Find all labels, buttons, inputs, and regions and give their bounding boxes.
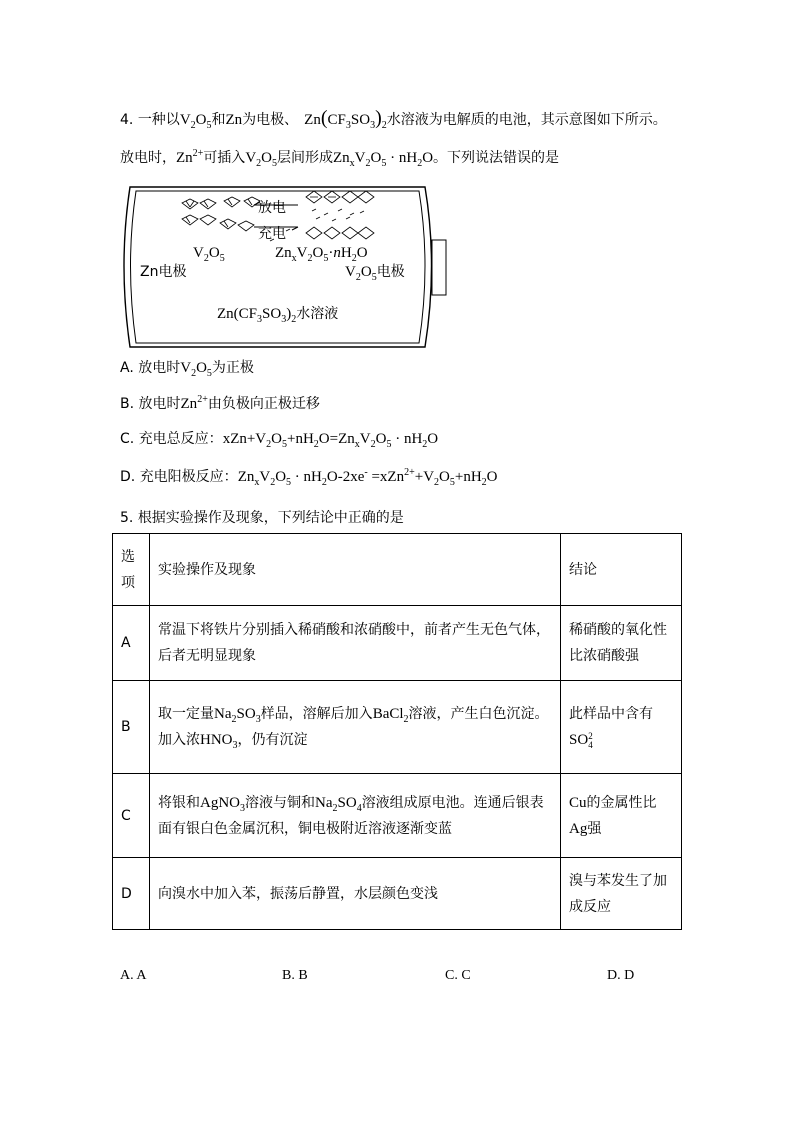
q5-answer-b[interactable]: B. B (282, 968, 308, 983)
q5-answer-c[interactable]: C. C (445, 968, 471, 983)
electrolyte-label: $Zn(CF_3SO_3)_2$水溶液 (217, 306, 339, 325)
row-option: B (113, 681, 150, 774)
charge-label: 充电 (258, 226, 286, 242)
battery-diagram (120, 185, 450, 350)
q4-stem-text: 为电极、 (242, 112, 299, 128)
q4-stem-text: 层间形成 (277, 150, 333, 166)
header-operation: 实验操作及现象 (150, 534, 561, 606)
q4-stem-text: 放电时， (120, 150, 176, 166)
header-option: 选项 (113, 534, 150, 606)
header-conclusion: 结论 (561, 534, 682, 606)
q4-option-b[interactable]: B. 放电时$Zn^{2+}$由负极向正极迁移 (120, 394, 320, 412)
table-header-row (113, 534, 682, 606)
row-conclusion: 溴与苯发生了加成反应 (561, 858, 682, 930)
row-operation: 常温下将铁片分别插入稀硝酸和浓硝酸中，前者产生无色气体，后者无明显现象 (150, 606, 561, 681)
formula-electrolyte: $Zn(CF_3SO_3)_2$ (304, 107, 387, 131)
znxv2o5-layer-label: $Zn_xV_2O_5\cdot nH_2O$ (275, 245, 368, 264)
q5-answer-a[interactable]: A. A (120, 968, 147, 983)
q4-option-c[interactable]: C. 充电总反应：$xZn+V_2O_5+nH_2O=Zn_xV_2O_5 \cdot nH_2O$ (120, 431, 439, 450)
table-row (113, 774, 682, 858)
q5-answer-d[interactable]: D. D (607, 968, 635, 983)
row-operation: 向溴水中加入苯，振荡后静置，水层颜色变浅 (150, 858, 561, 930)
q4-option-a[interactable]: A. 放电时$V_2O_5$为正极 (120, 360, 254, 379)
q4-stem-line1 (120, 107, 667, 131)
row-conclusion: 稀硝酸的氧化性比浓硝酸强 (561, 606, 682, 681)
v2o5-electrode-label: $V_2O_5$电极 (345, 264, 405, 283)
row-operation: 将银和AgNO$_3$溶液与铜和$Na_2SO_4$溶液组成原电池。连通后银表面有银白色金属沉积，铜电极附近溶液逐渐变蓝 (150, 774, 561, 858)
q4-stem-line2 (120, 147, 559, 169)
table-row (113, 858, 682, 930)
table-row (113, 606, 682, 681)
formula-product: $Zn_xV_2O_5 \cdot nH_2O$ (333, 150, 434, 169)
table-row (113, 681, 682, 774)
q5-stem: 5. 根据实验操作及现象，下列结论中正确的是 (120, 510, 404, 526)
row-operation: 取一定量$Na_2SO_3$样品，溶解后加入BaCl$_2$溶液，产生白色沉淀。 加入浓$HNO_3$，仍有沉淀 (150, 681, 561, 774)
discharge-label: 放电 (258, 200, 286, 216)
formula-v2o5: $V_2O_5$ (245, 150, 277, 169)
q4-number: 4. (120, 112, 134, 128)
formula-zn2plus: $Zn^{2+}$ (176, 148, 204, 166)
row-conclusion: Cu的金属性比 Ag强 (561, 774, 682, 858)
q4-stem-text: 。下列说法错误的是 (433, 150, 560, 166)
q5-table (112, 533, 682, 930)
q4-stem-text: 一种以 (137, 112, 180, 128)
q4-stem-text: 可插入 (203, 150, 246, 166)
row-conclusion: 此样品中含有 SO2 4 (561, 681, 682, 774)
q4-option-d[interactable]: D. 充电阳极反应：$Zn_xV_2O_5 \cdot nH_2O-2xe^- =xZn^{2+}+V_2O_5+nH_2O$ (120, 467, 498, 488)
q4-stem-text: 和 (211, 112, 226, 128)
v2o5-layer-label: $V_2O_5$ (193, 245, 225, 264)
q4-stem-text: 水溶液为电解质的电池，其示意图如下所示。 (386, 112, 667, 128)
row-option: A (113, 606, 150, 681)
row-option: D (113, 858, 150, 930)
v2o5-crystal-icon (182, 197, 260, 231)
formula-v2o5: $V_2O_5$ (179, 112, 212, 131)
formula-zn: Zn (225, 112, 243, 128)
row-option: C (113, 774, 150, 858)
zn-electrode-label: Zn电极 (140, 264, 187, 280)
